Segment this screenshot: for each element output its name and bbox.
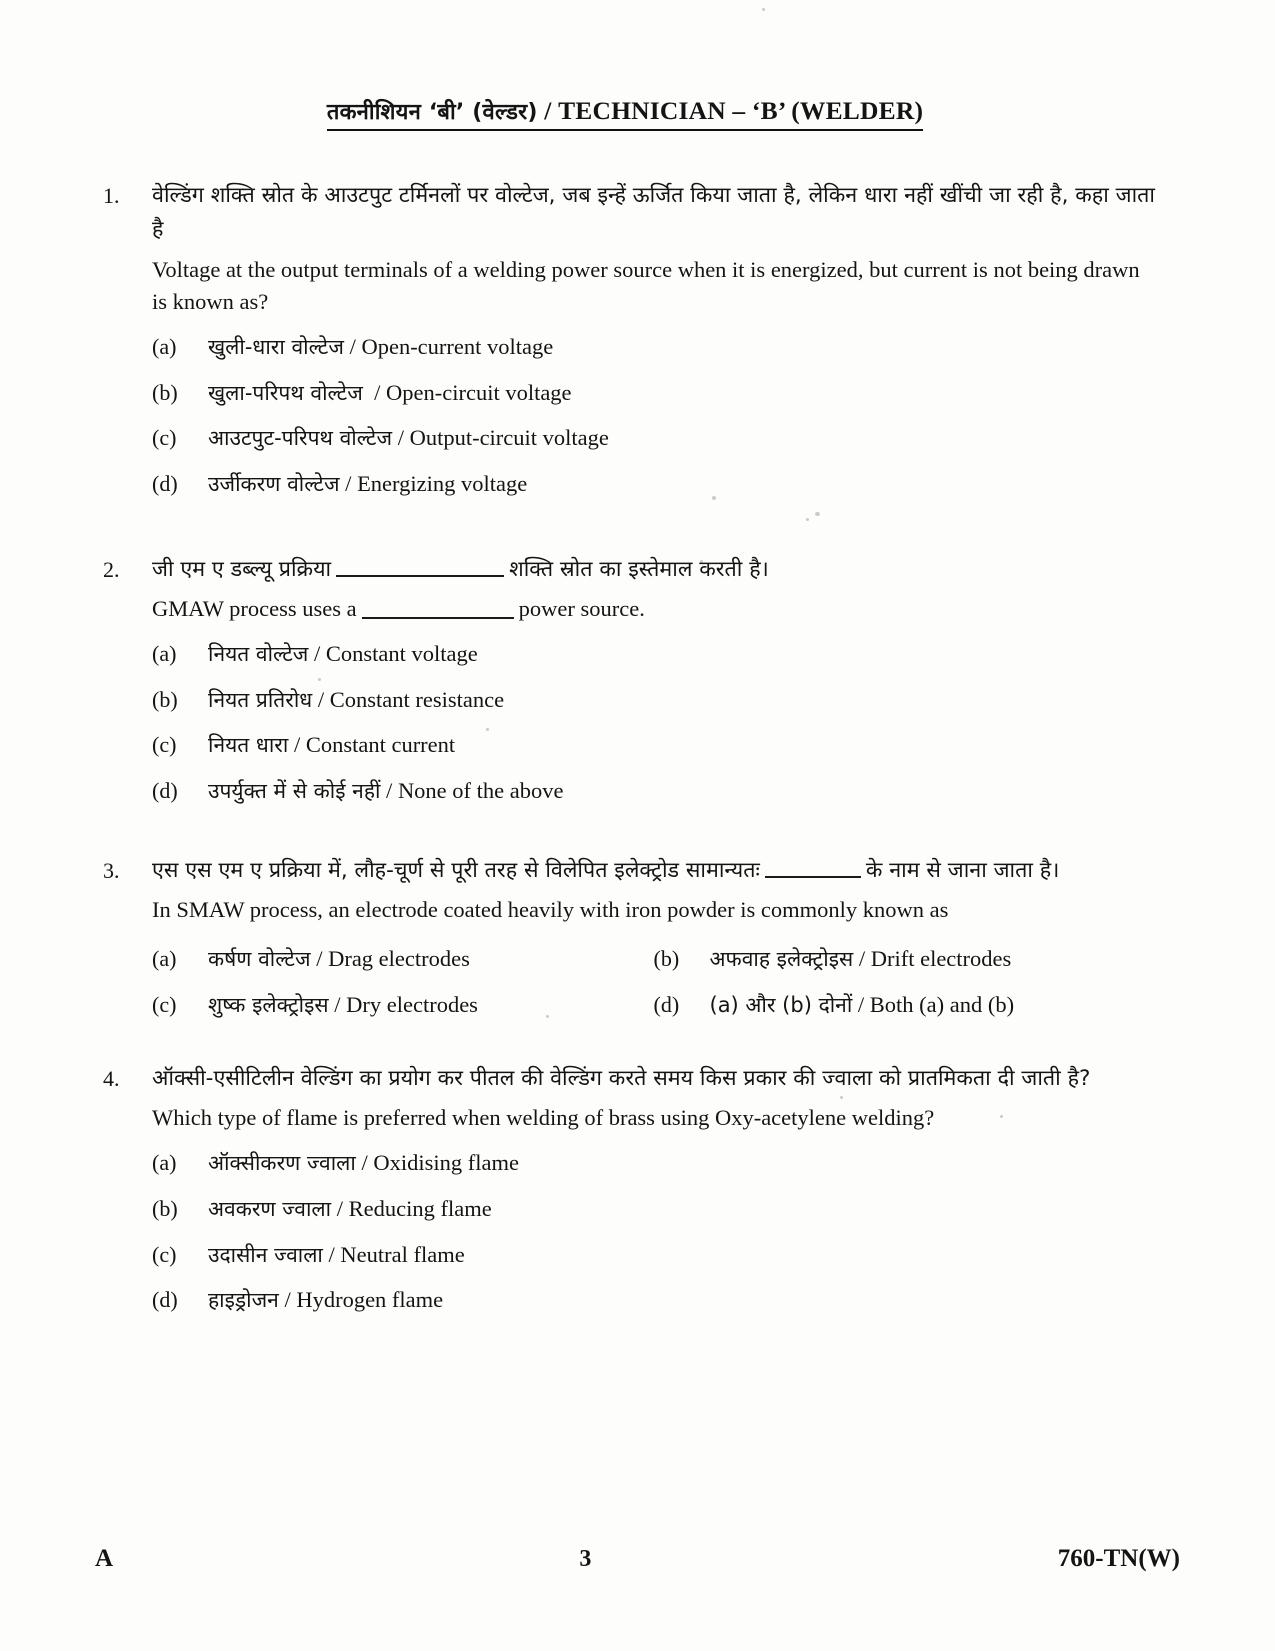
option-label: (b) xyxy=(653,946,680,972)
option-label: (a) xyxy=(152,1150,177,1176)
option-d[interactable] xyxy=(152,776,1155,806)
option-text: आउटपुट-परिपथ वोल्टेज / Output-circuit voltage xyxy=(208,425,609,451)
question-text-hindi: जी एम ए डब्ल्यू प्रक्रिया शक्ति स्रोत का इस्तेमाल करती है। xyxy=(152,556,769,582)
option-row xyxy=(152,1194,1155,1224)
question-text-english: Voltage at the output terminals of a welding power source when it is energized, but current is not being drawn is known as? xyxy=(152,257,1140,315)
page-footer xyxy=(95,1545,1180,1573)
option-label: (d) xyxy=(152,778,178,804)
option-d[interactable] xyxy=(152,469,1155,499)
question-text-english: Which type of flame is preferred when welding of brass using Oxy-acetylene welding? xyxy=(152,1105,935,1131)
option-row xyxy=(152,1285,1155,1315)
option-text: नियत वोल्टेज / Constant voltage xyxy=(208,641,478,667)
option-label: (b) xyxy=(152,1195,178,1221)
option-text: शुष्क इलेक्ट्रोइस / Dry electrodes xyxy=(208,992,478,1017)
option-row xyxy=(152,469,1155,499)
option-a[interactable] xyxy=(152,1148,1155,1178)
options-list xyxy=(152,1148,1155,1314)
option-d[interactable] xyxy=(152,1285,1155,1315)
option-text: नियत धारा / Constant current xyxy=(208,732,456,758)
option-label: (b) xyxy=(152,686,178,712)
option-d[interactable] xyxy=(654,990,1156,1020)
option-row xyxy=(152,378,1155,408)
page-title-separator: / xyxy=(544,96,552,125)
option-a[interactable] xyxy=(152,639,1155,669)
option-text: उदासीन ज्वाला / Neutral flame xyxy=(208,1241,465,1267)
blank-line xyxy=(765,863,861,878)
page-number: 3 xyxy=(579,1546,592,1572)
option-label: (a) xyxy=(152,946,177,972)
option-label: (d) xyxy=(152,1287,178,1313)
question-text-hindi: एस एस एम ए प्रक्रिया में, लौह-चूर्ण से पूरी तरह से विलेपित इलेक्ट्रोड सामान्यतः के नाम से जाना जाता है। xyxy=(152,857,1060,883)
option-row xyxy=(152,1240,1155,1270)
option-label: (c) xyxy=(152,732,177,758)
option-a[interactable] xyxy=(152,332,1155,362)
option-c[interactable] xyxy=(152,423,1155,453)
question-text-hindi: ऑक्सी-एसीटिलीन वेल्डिंग का प्रयोग कर पीतल की वेल्डिंग करते समय किस प्रकार की ज्वाला को प्रातमिकता दी जाती है? xyxy=(152,1065,1091,1091)
question-1 xyxy=(95,179,1155,499)
option-text: खुली-धारा वोल्टेज / Open-current voltage xyxy=(208,334,554,360)
option-text: ऑक्सीकरण ज्वाला / Oxidising flame xyxy=(208,1150,519,1176)
question-text-english: In SMAW process, an electrode coated heavily with iron powder is commonly known as xyxy=(152,897,949,923)
option-b[interactable] xyxy=(152,378,1155,408)
option-label: (d) xyxy=(152,470,178,496)
paper-code: 760-TN(W) xyxy=(1057,1545,1180,1572)
option-label: (d) xyxy=(653,992,680,1017)
option-text: हाइड्रोजन / Hydrogen flame xyxy=(208,1287,444,1313)
option-row xyxy=(152,685,1155,715)
question-4 xyxy=(95,1062,1155,1315)
question-text-english: GMAW process uses a power source. xyxy=(152,596,645,622)
option-c[interactable] xyxy=(152,1240,1155,1270)
option-text: अफवाह इलेक्ट्रोइस / Drift electrodes xyxy=(709,946,1012,972)
option-b[interactable] xyxy=(152,1194,1155,1224)
option-label: (c) xyxy=(152,992,177,1017)
page-content xyxy=(95,0,1155,1651)
options-list xyxy=(152,639,1155,805)
option-row xyxy=(152,1148,1155,1178)
option-row xyxy=(152,944,1155,974)
option-row xyxy=(152,990,1155,1020)
option-row xyxy=(152,423,1155,453)
option-text: कर्षण वोल्टेज / Drag electrodes xyxy=(208,946,470,972)
option-row xyxy=(152,639,1155,669)
booklet-series: A xyxy=(95,1545,114,1572)
page-title-hindi: तकनीशियन ‘बी’ (वेल्डर) xyxy=(326,100,538,125)
options-list xyxy=(152,332,1155,498)
question-2 xyxy=(95,553,1155,806)
page-title xyxy=(95,96,1155,131)
option-text: खुला-परिपथ वोल्टेज / Open-circuit voltage xyxy=(208,379,572,405)
option-label: (a) xyxy=(152,641,177,667)
blank-line xyxy=(362,603,514,619)
option-label: (c) xyxy=(152,1241,177,1267)
option-text: उर्जीकरण वोल्टेज / Energizing voltage xyxy=(208,470,528,496)
question-text-hindi: वेल्डिंग शक्ति स्रोत के आउटपुट टर्मिनलों पर वोल्टेज, जब इन्हें ऊर्जित किया जाता है, लेकिन धारा नहीं खींची जा रही है, कहा जाता है xyxy=(152,182,1155,243)
page-title-english: TECHNICIAN – ‘B’ (WELDER) xyxy=(558,96,924,125)
option-text: उपर्युक्त में से कोई नहीं / None of the above xyxy=(208,778,564,804)
option-c[interactable] xyxy=(152,990,654,1020)
option-b[interactable] xyxy=(152,685,1155,715)
options-list xyxy=(152,944,1155,1019)
question-number: 2. xyxy=(103,556,120,582)
option-row xyxy=(152,332,1155,362)
option-row xyxy=(152,776,1155,806)
question-number: 4. xyxy=(103,1065,120,1091)
question-3 xyxy=(95,854,1155,1020)
option-text: (a) और (b) दोनों / Both (a) and (b) xyxy=(709,992,1015,1017)
option-c[interactable] xyxy=(152,730,1155,760)
option-label: (b) xyxy=(152,379,178,405)
option-label: (a) xyxy=(152,334,177,360)
option-row xyxy=(152,730,1155,760)
question-number: 3. xyxy=(103,857,120,883)
blank-line xyxy=(336,562,504,577)
option-a[interactable] xyxy=(152,944,654,974)
question-number: 1. xyxy=(103,182,120,208)
option-label: (c) xyxy=(152,425,177,451)
option-b[interactable] xyxy=(654,944,1156,974)
option-text: नियत प्रतिरोध / Constant resistance xyxy=(208,686,505,712)
option-text: अवकरण ज्वाला / Reducing flame xyxy=(208,1195,492,1221)
